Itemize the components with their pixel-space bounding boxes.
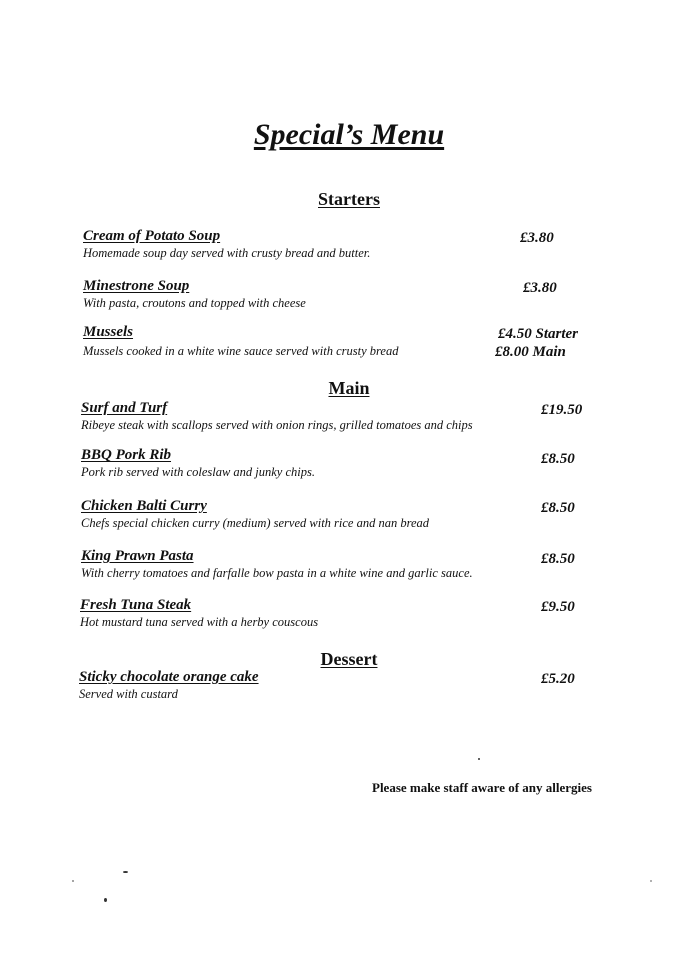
menu-item-minestrone-soup: [83, 278, 683, 311]
item-name: Mussels: [83, 324, 134, 340]
item-price: £9.50: [541, 599, 575, 615]
item-description: Pork rib served with coleslaw and junky chips.: [81, 465, 315, 479]
scan-speck: [478, 758, 480, 760]
section-heading-starters: Starters: [318, 189, 380, 209]
menu-item-chicken-balti-curry: [81, 498, 681, 531]
menu-item-king-prawn-pasta: [81, 548, 681, 581]
item-price: £3.80: [520, 230, 554, 246]
menu-item-cream-of-potato-soup: [83, 228, 683, 261]
scan-speck: [72, 880, 74, 882]
item-price: £5.20: [541, 671, 575, 687]
item-price: £19.50: [541, 402, 583, 418]
item-price: £8.50: [541, 451, 575, 467]
item-description: Chefs special chicken curry (medium) served with rice and nan bread: [81, 516, 430, 530]
item-description: With pasta, croutons and topped with cheese: [83, 296, 306, 310]
item-description: Homemade soup day served with crusty bread and butter.: [83, 246, 371, 260]
menu-item-mussels: [83, 324, 683, 359]
item-description: Ribeye steak with scallops served with onion rings, grilled tomatoes and chips: [81, 418, 473, 432]
item-description: Mussels cooked in a white wine sauce served with crusty bread: [83, 344, 399, 358]
item-name: Minestrone Soup: [83, 278, 190, 294]
item-price: £3.80: [523, 280, 557, 296]
item-name: Sticky chocolate orange cake: [79, 669, 259, 685]
scan-speck: [104, 898, 107, 902]
menu-item-fresh-tuna-steak: [80, 597, 680, 630]
item-description: With cherry tomatoes and farfalle bow pasta in a white wine and garlic sauce.: [81, 566, 473, 580]
section-heading-main: Main: [328, 378, 370, 398]
item-name: King Prawn Pasta: [81, 548, 194, 564]
item-name: Fresh Tuna Steak: [80, 597, 192, 613]
menu-title: Special’s Menu: [253, 118, 445, 151]
item-description: Hot mustard tuna served with a herby couscous: [80, 615, 319, 629]
menu-item-surf-and-turf: [81, 400, 681, 433]
allergy-notice: Please make staff aware of any allergies: [372, 780, 592, 795]
section-heading-dessert: Dessert: [320, 649, 378, 669]
item-name: Chicken Balti Curry: [81, 498, 207, 514]
item-name: Cream of Potato Soup: [83, 228, 221, 244]
menu-item-sticky-chocolate-orange-cake: [79, 669, 679, 702]
item-price-starter: £4.50 Starter: [498, 326, 579, 342]
item-description: Served with custard: [79, 687, 178, 701]
item-name: Surf and Turf: [81, 400, 168, 416]
item-price-main: £8.00 Main: [495, 344, 566, 360]
item-price: £8.50: [541, 551, 575, 567]
menu-item-bbq-pork-rib: [81, 447, 681, 480]
scan-speck: [650, 880, 652, 882]
scan-speck: [123, 871, 128, 873]
item-name: BBQ Pork Rib: [81, 447, 172, 463]
item-price: £8.50: [541, 500, 575, 516]
